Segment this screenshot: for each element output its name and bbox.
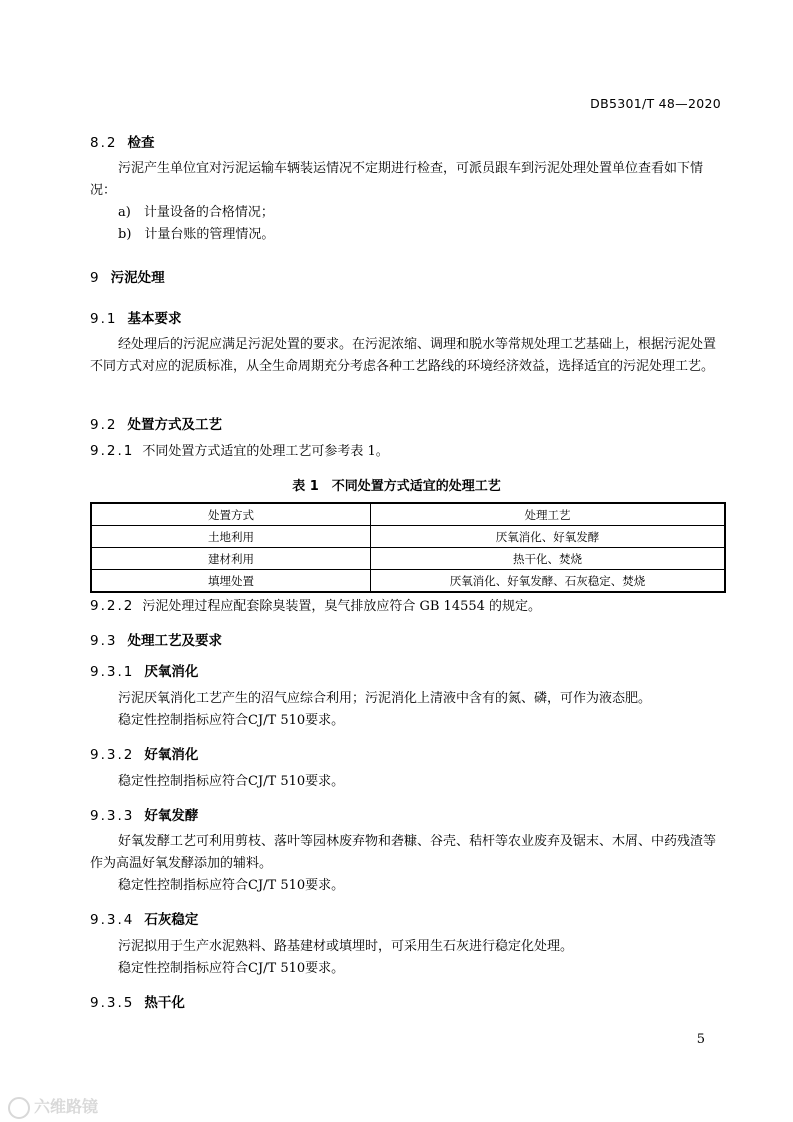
section-number: 9.3.2 bbox=[90, 747, 135, 763]
heading-9 bbox=[90, 266, 165, 286]
heading-9-1 bbox=[90, 307, 181, 327]
table-cell: 建材利用 bbox=[91, 548, 371, 570]
heading-9-2 bbox=[90, 413, 222, 433]
section-title: 检查 bbox=[127, 135, 155, 151]
paragraph-9-1: 经处理后的污泥应满足污泥处置的要求。在污泥浓缩、调理和脱水等常规处理工艺基础上，根据污泥处置不同方式对应的泥质标准，从全生命周期充分考虑各种工艺路线的环境经济效益，选择适宜的污泥处理工艺。 bbox=[90, 337, 717, 374]
clause-text: 不同处置方式适宜的处理工艺可参考表 1。 bbox=[142, 444, 389, 459]
section-title: 热干化 bbox=[144, 995, 185, 1011]
section-title: 石灰稳定 bbox=[144, 912, 199, 928]
section-title: 好氧消化 bbox=[144, 747, 199, 763]
section-number: 9.3.5 bbox=[90, 995, 135, 1011]
table-row bbox=[91, 548, 725, 570]
section-title: 污泥处理 bbox=[110, 270, 165, 286]
list-item-a: a) 计量设备的合格情况； bbox=[118, 205, 274, 220]
table-row bbox=[91, 526, 725, 548]
text-line: 污泥厌氧消化工艺产生的沼气应综合利用；污泥消化上清液中含有的氮、磷，可作为液态肥。 bbox=[118, 691, 652, 706]
clause-9-2-1 bbox=[90, 440, 389, 463]
clause-text: 污泥处理过程应配套除臭装置，臭气排放应符合 GB 14554 的规定。 bbox=[142, 599, 542, 614]
document-number: DB5301/T 48—2020 bbox=[590, 96, 721, 111]
paragraph-9-3-3: 好氧发酵工艺可利用剪枝、落叶等园林废弃物和砻糠、谷壳、秸杆等农业废弃及锯末、木屑、中药残渣等作为高温好氧发酵添加的辅料。 bbox=[90, 834, 717, 871]
section-title: 厌氧消化 bbox=[144, 664, 199, 680]
table-header: 处理工艺 bbox=[371, 503, 726, 526]
section-number: 9.2 bbox=[90, 417, 118, 433]
heading-9-3-5 bbox=[90, 991, 185, 1011]
page-number: 5 bbox=[696, 1032, 705, 1047]
watermark bbox=[8, 1094, 98, 1119]
table-header-row bbox=[91, 503, 725, 526]
watermark-logo-icon bbox=[8, 1097, 30, 1119]
table-cell: 填埋处置 bbox=[91, 570, 371, 593]
table-caption: 表 1 不同处置方式适宜的处理工艺 bbox=[292, 479, 501, 494]
text-line: 稳定性控制指标应符合CJ/T 510要求。 bbox=[118, 713, 345, 728]
section-number: 8.2 bbox=[90, 135, 118, 151]
section-title: 处置方式及工艺 bbox=[127, 417, 222, 433]
text-line: 稳定性控制指标应符合CJ/T 510要求。 bbox=[118, 878, 345, 893]
paragraph-8-2: 污泥产生单位宜对污泥运输车辆装运情况不定期进行检查，可派员跟车到污泥处理处置单位查看如下情况： bbox=[90, 161, 704, 198]
list-item-b: b) 计量台账的管理情况。 bbox=[118, 227, 275, 242]
heading-9-3-1 bbox=[90, 660, 198, 680]
heading-9-3 bbox=[90, 629, 222, 649]
table-cell: 厌氧消化、好氧发酵 bbox=[371, 526, 726, 548]
heading-9-3-3 bbox=[90, 804, 198, 824]
text-line: 稳定性控制指标应符合CJ/T 510要求。 bbox=[118, 774, 345, 789]
section-number: 9.1 bbox=[90, 311, 118, 327]
table-cell: 厌氧消化、好氧发酵、石灰稳定、焚烧 bbox=[371, 570, 726, 593]
heading-8-2 bbox=[90, 131, 154, 151]
section-number: 9.3.1 bbox=[90, 664, 135, 680]
heading-9-3-2 bbox=[90, 743, 198, 763]
clause-number: 9.2.2 bbox=[90, 598, 135, 614]
section-title: 处理工艺及要求 bbox=[127, 633, 222, 649]
process-table bbox=[90, 502, 726, 593]
text-line: 稳定性控制指标应符合CJ/T 510要求。 bbox=[118, 961, 345, 976]
table-header: 处置方式 bbox=[91, 503, 371, 526]
section-number: 9 bbox=[90, 270, 101, 286]
section-number: 9.3.3 bbox=[90, 808, 135, 824]
section-title: 好氧发酵 bbox=[144, 808, 199, 824]
table-row bbox=[91, 570, 725, 593]
table-cell: 热干化、焚烧 bbox=[371, 548, 726, 570]
watermark-text: 六维路镜 bbox=[34, 1097, 99, 1116]
text-line: 污泥拟用于生产水泥熟料、路基建材或填埋时，可采用生石灰进行稳定化处理。 bbox=[118, 939, 574, 954]
heading-9-3-4 bbox=[90, 908, 198, 928]
clause-9-2-2 bbox=[90, 595, 541, 618]
section-number: 9.3 bbox=[90, 633, 118, 649]
table-cell: 土地利用 bbox=[91, 526, 371, 548]
section-title: 基本要求 bbox=[127, 311, 182, 327]
section-number: 9.3.4 bbox=[90, 912, 135, 928]
clause-number: 9.2.1 bbox=[90, 443, 135, 459]
